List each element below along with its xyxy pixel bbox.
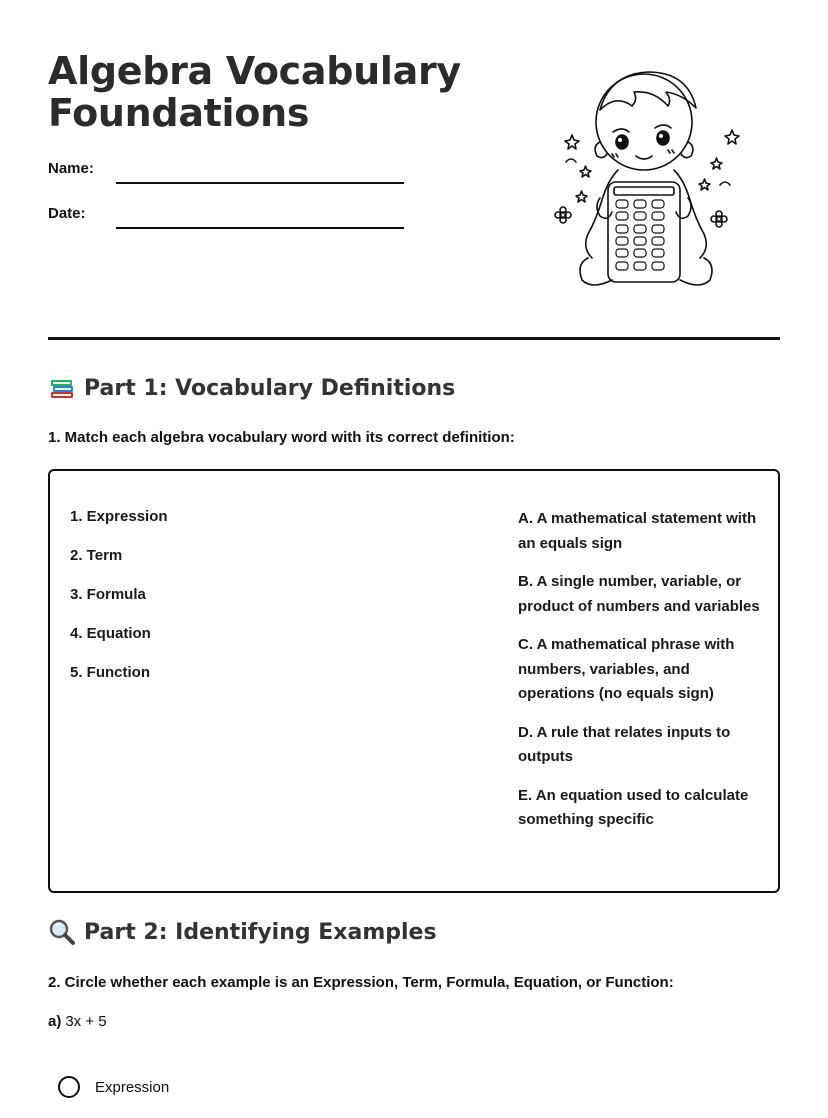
term-item: 1. Expression	[70, 508, 168, 525]
section-divider	[48, 337, 780, 340]
example-letter: a)	[48, 1013, 62, 1030]
matching-box	[48, 469, 780, 893]
title-line-1: Algebra Vocabulary	[48, 49, 461, 93]
question-2: 2. Circle whether each example is an Expression, Term, Formula, Equation, or Function:	[48, 974, 674, 991]
option-label: Expression	[95, 1078, 170, 1096]
name-field[interactable]	[48, 160, 408, 190]
definition-item: D. A rule that relates inputs to outputs	[518, 723, 731, 765]
part1-heading	[48, 374, 455, 402]
example-text: 3x + 5	[65, 1013, 107, 1030]
term-item: 3. Formula	[70, 586, 146, 603]
date-field[interactable]	[48, 205, 408, 235]
worksheet-title	[48, 50, 468, 134]
radio-circle[interactable]	[58, 1076, 80, 1098]
definition-item: C. A mathematical phrase with numbers, variables, and operations (no equals sign)	[518, 636, 735, 702]
term-item: 5. Function	[70, 664, 150, 681]
definition-item: E. An equation used to calculate something specific	[518, 786, 749, 828]
name-line[interactable]	[116, 182, 404, 184]
date-line[interactable]	[116, 227, 404, 229]
example-a	[48, 1013, 107, 1030]
definition-item: A. A mathematical statement with an equals sign	[518, 510, 757, 552]
definition-item: B. A single number, variable, or product of numbers and variables	[518, 573, 760, 615]
magnifying-glass-icon	[48, 918, 76, 946]
date-label: Date:	[48, 205, 86, 222]
question-1: 1. Match each algebra vocabulary word with its correct definition:	[48, 429, 515, 446]
name-label: Name:	[48, 160, 94, 177]
title-line-2: Foundations	[48, 91, 310, 135]
part2-heading	[48, 918, 437, 946]
term-item: 4. Equation	[70, 625, 151, 642]
term-list	[70, 507, 370, 702]
books-icon	[48, 374, 76, 402]
definition-list	[518, 507, 763, 847]
option-expression[interactable]	[58, 1076, 169, 1098]
term-item: 2. Term	[70, 547, 123, 564]
part2-heading-text: Part 2: Identifying Examples	[84, 919, 437, 945]
part1-heading-text: Part 1: Vocabulary Definitions	[84, 375, 456, 401]
kid-with-calculator-illustration	[548, 70, 748, 288]
